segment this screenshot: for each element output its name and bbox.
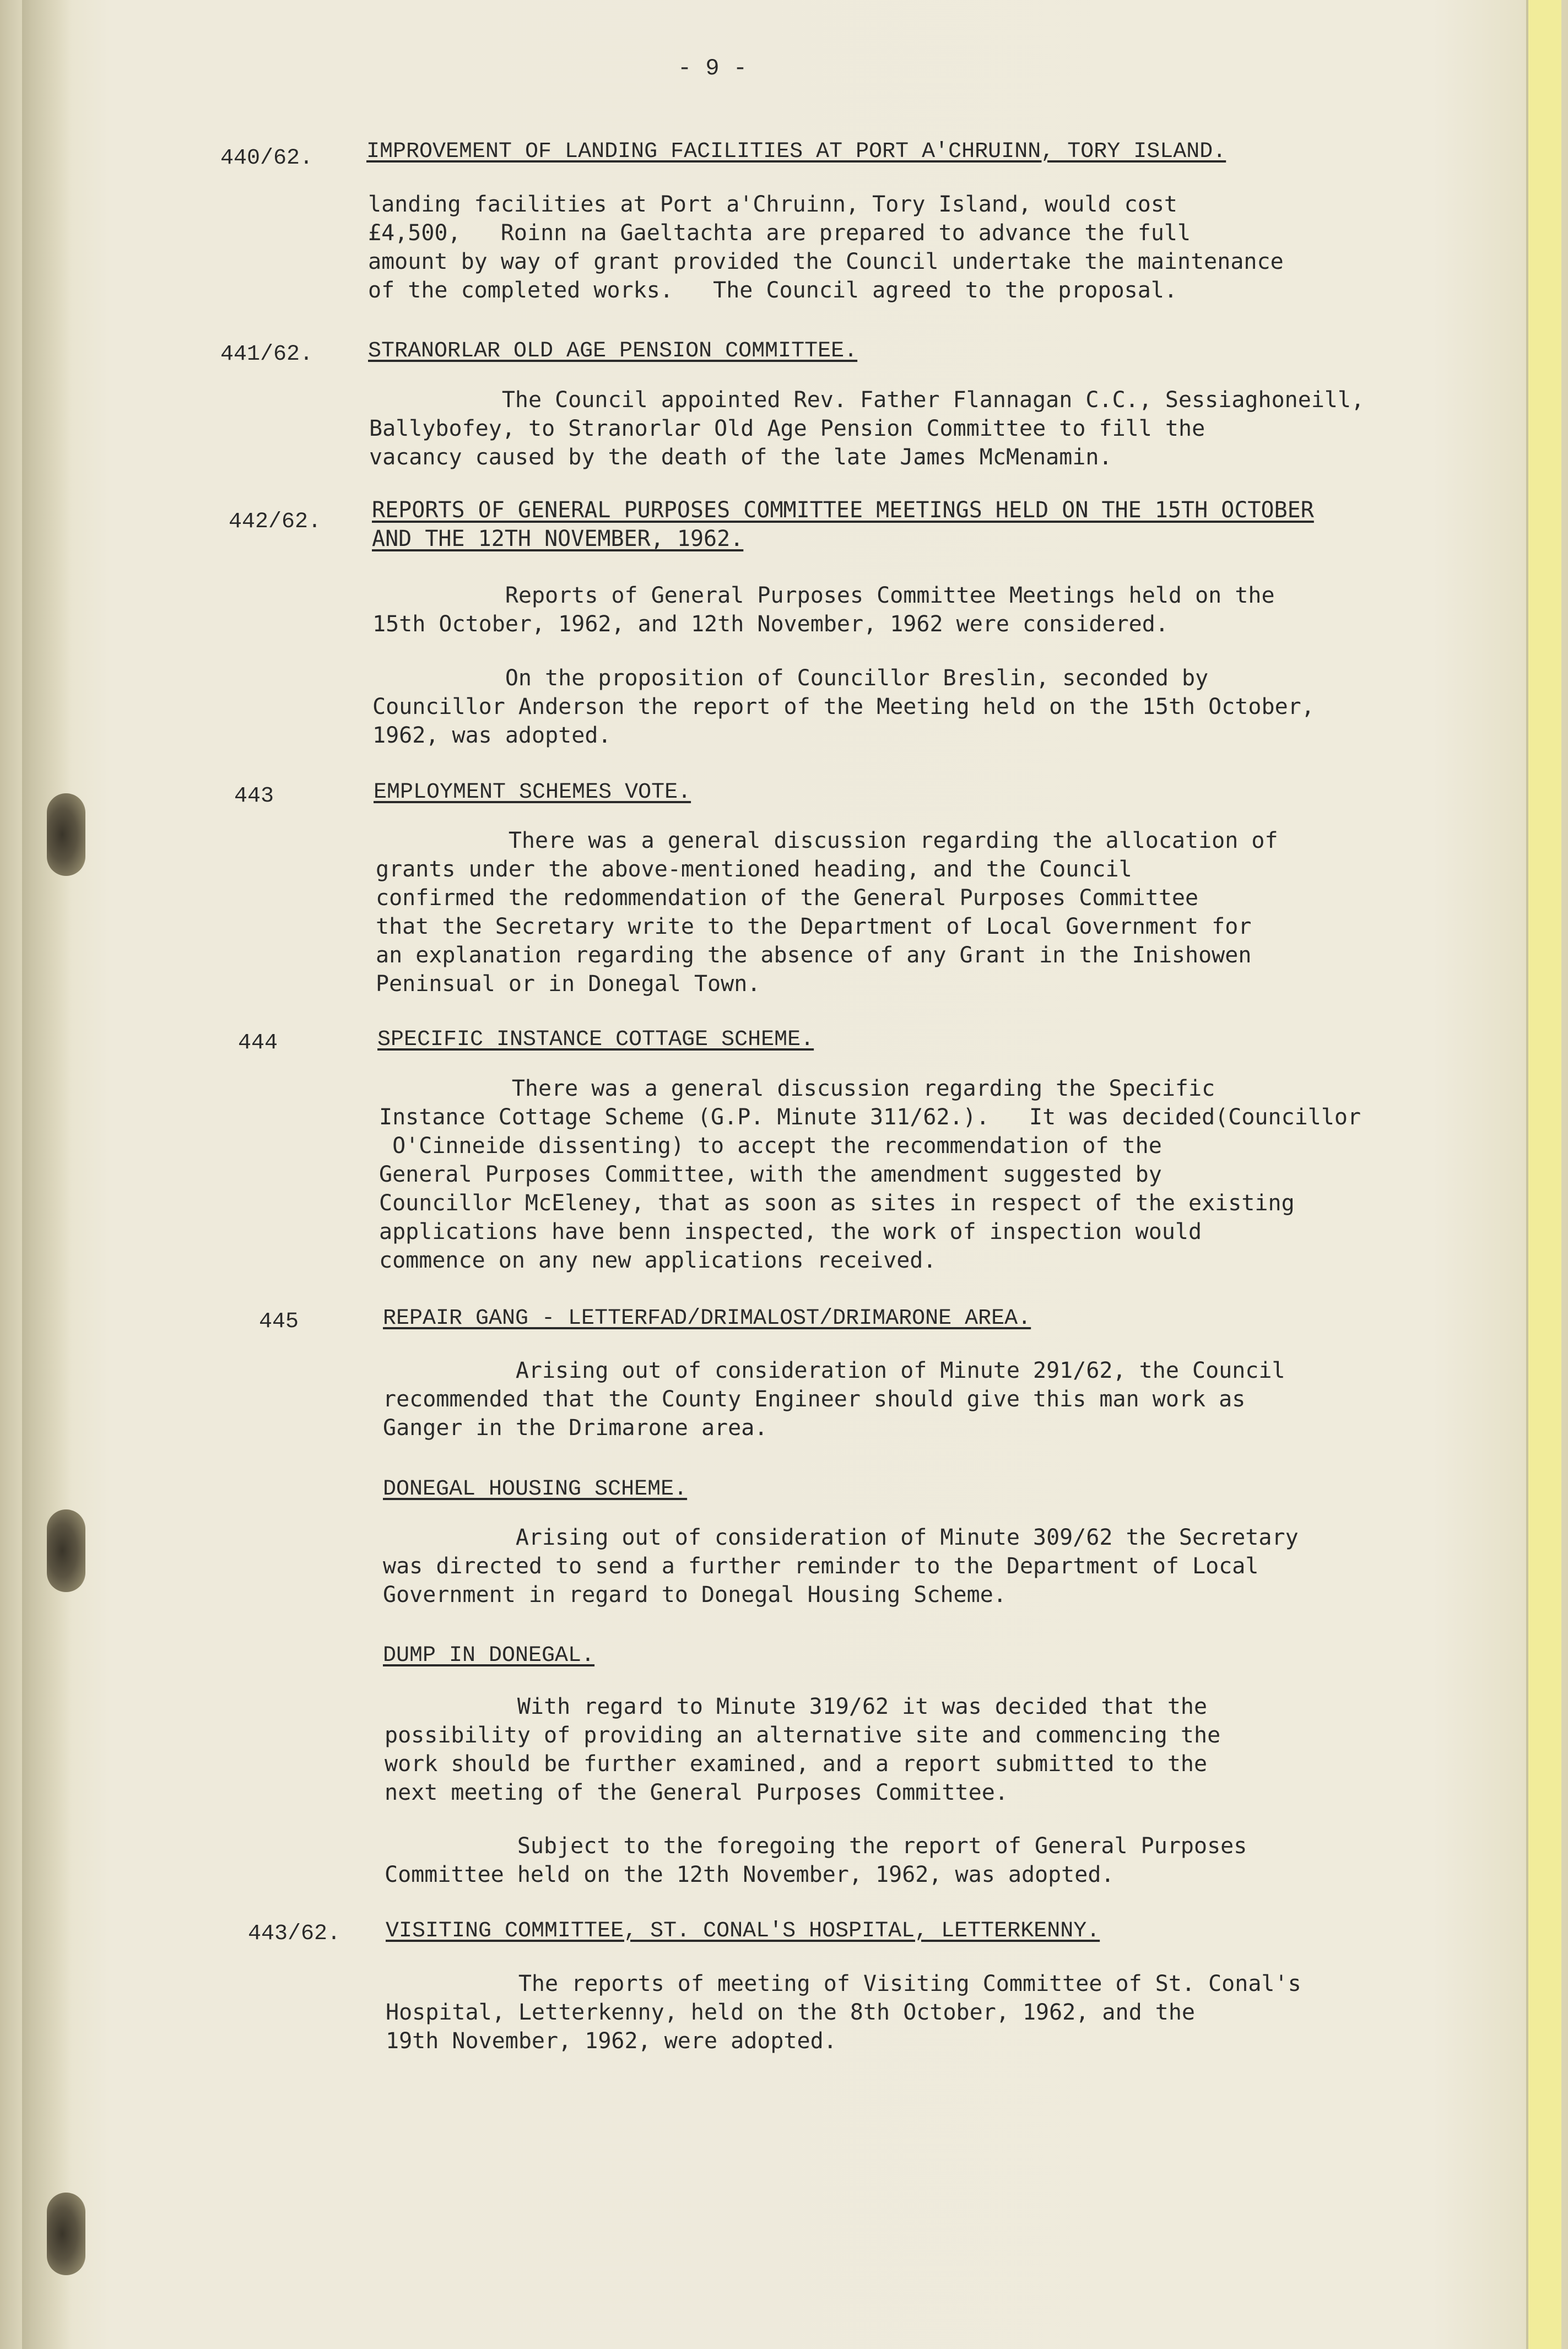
- minute-number: 443: [234, 784, 274, 809]
- minute-heading: REPORTS OF GENERAL PURPOSES COMMITTEE MEETINGS HELD ON THE 15TH OCTOBER AND THE 12TH NOVEMBER, 1962.: [372, 497, 1314, 551]
- minute-paragraph: Arising out of consideration of Minute 309/62 the Secretary was directed to send a further reminder to the Department of Local Government in regard to Donegal Housing Scheme.: [383, 1525, 1299, 1608]
- minute-paragraph: Arising out of consideration of Minute 291/62, the Council recommended that the County Engineer should give this man work as Ganger in the Drimarone area.: [383, 1358, 1285, 1441]
- minute-number: 443/62.: [248, 1922, 341, 1946]
- binder-ring-bottom: [47, 2193, 85, 2275]
- minute-paragraph: With regard to Minute 319/62 it was decided that the possibility of providing an alternative site and commencing the work should be further examined, and a report submitted to the next meeting of the General Purposes Committee.: [385, 1694, 1221, 1805]
- minute-heading: REPAIR GANG - LETTERFAD/DRIMALOST/DRIMARONE AREA.: [383, 1306, 1031, 1331]
- minute-number: 442/62.: [229, 510, 322, 534]
- binder-ring-middle: [47, 1509, 85, 1592]
- minute-heading: VISITING COMMITTEE, ST. CONAL'S HOSPITAL, LETTERKENNY.: [386, 1919, 1100, 1944]
- minute-heading: IMPROVEMENT OF LANDING FACILITIES AT PORT A'CHRUINN, TORY ISLAND.: [366, 139, 1226, 164]
- minute-paragraph: landing facilities at Port a'Chruinn, Tory Island, would cost £4,500, Roinn na Gaeltachta are prepared to advance the full amount by way of grant provided the Council undertake the maintenance of the completed works. The Council agreed to the proposal.: [368, 192, 1284, 303]
- minute-number: 444: [238, 1031, 278, 1056]
- binder-ring-top: [47, 793, 85, 876]
- minute-number: 445: [259, 1309, 299, 1334]
- binding-shadow: [22, 0, 72, 2349]
- minute-paragraph: There was a general discussion regarding the allocation of grants under the above-mentioned heading, and the Council confirmed the redommendation of the General Purposes Committee that the Secretary write to the Department of Local Government for an explanation regarding the absence of any Grant in the Inishowen Peninsual or in Donegal Town.: [376, 828, 1278, 997]
- minute-number: 440/62.: [220, 146, 313, 171]
- minute-paragraph: Reports of General Purposes Committee Meetings held on the 15th October, 1962, and 12th November, 1962 were considered.: [372, 583, 1275, 637]
- minute-heading: DUMP IN DONEGAL.: [383, 1643, 595, 1668]
- minute-paragraph: The reports of meeting of Visiting Committee of St. Conal's Hospital, Letterkenny, held on the 8th October, 1962, and the 19th November, 1962, were adopted.: [386, 1971, 1301, 2054]
- minute-heading: EMPLOYMENT SCHEMES VOTE.: [374, 780, 691, 805]
- minute-heading: STRANORLAR OLD AGE PENSION COMMITTEE.: [368, 339, 858, 364]
- page-number: - 9 -: [678, 55, 748, 82]
- minute-paragraph: The Council appointed Rev. Father Flannagan C.C., Sessiaghoneill, Ballybofey, to Stranorlar Old Age Pension Committee to fill the vacancy caused by the death of the late James McMenamin.: [369, 387, 1365, 470]
- page-edge: [1526, 0, 1561, 2349]
- minute-heading: SPECIFIC INSTANCE COTTAGE SCHEME.: [377, 1027, 814, 1052]
- minute-number: 441/62.: [220, 342, 313, 367]
- minute-paragraph: On the proposition of Councillor Breslin, seconded by Councillor Anderson the report of the Meeting held on the 15th October, 1962, was adopted.: [372, 665, 1315, 748]
- minute-paragraph: Subject to the foregoing the report of General Purposes Committee held on the 12th November, 1962, was adopted.: [385, 1833, 1247, 1887]
- minute-paragraph: There was a general discussion regarding the Specific Instance Cottage Scheme (G.P. Minute 311/62.). It was decided(Councillor O'Cinneide dissenting) to accept the recommendation of the General Purposes Committee, with the amendment suggested by Councillor McEleney, that as soon as sites in respect of the existing applications have benn inspected, the work of inspection would commence on any new applications received.: [379, 1076, 1361, 1273]
- minute-heading: DONEGAL HOUSING SCHEME.: [383, 1477, 688, 1502]
